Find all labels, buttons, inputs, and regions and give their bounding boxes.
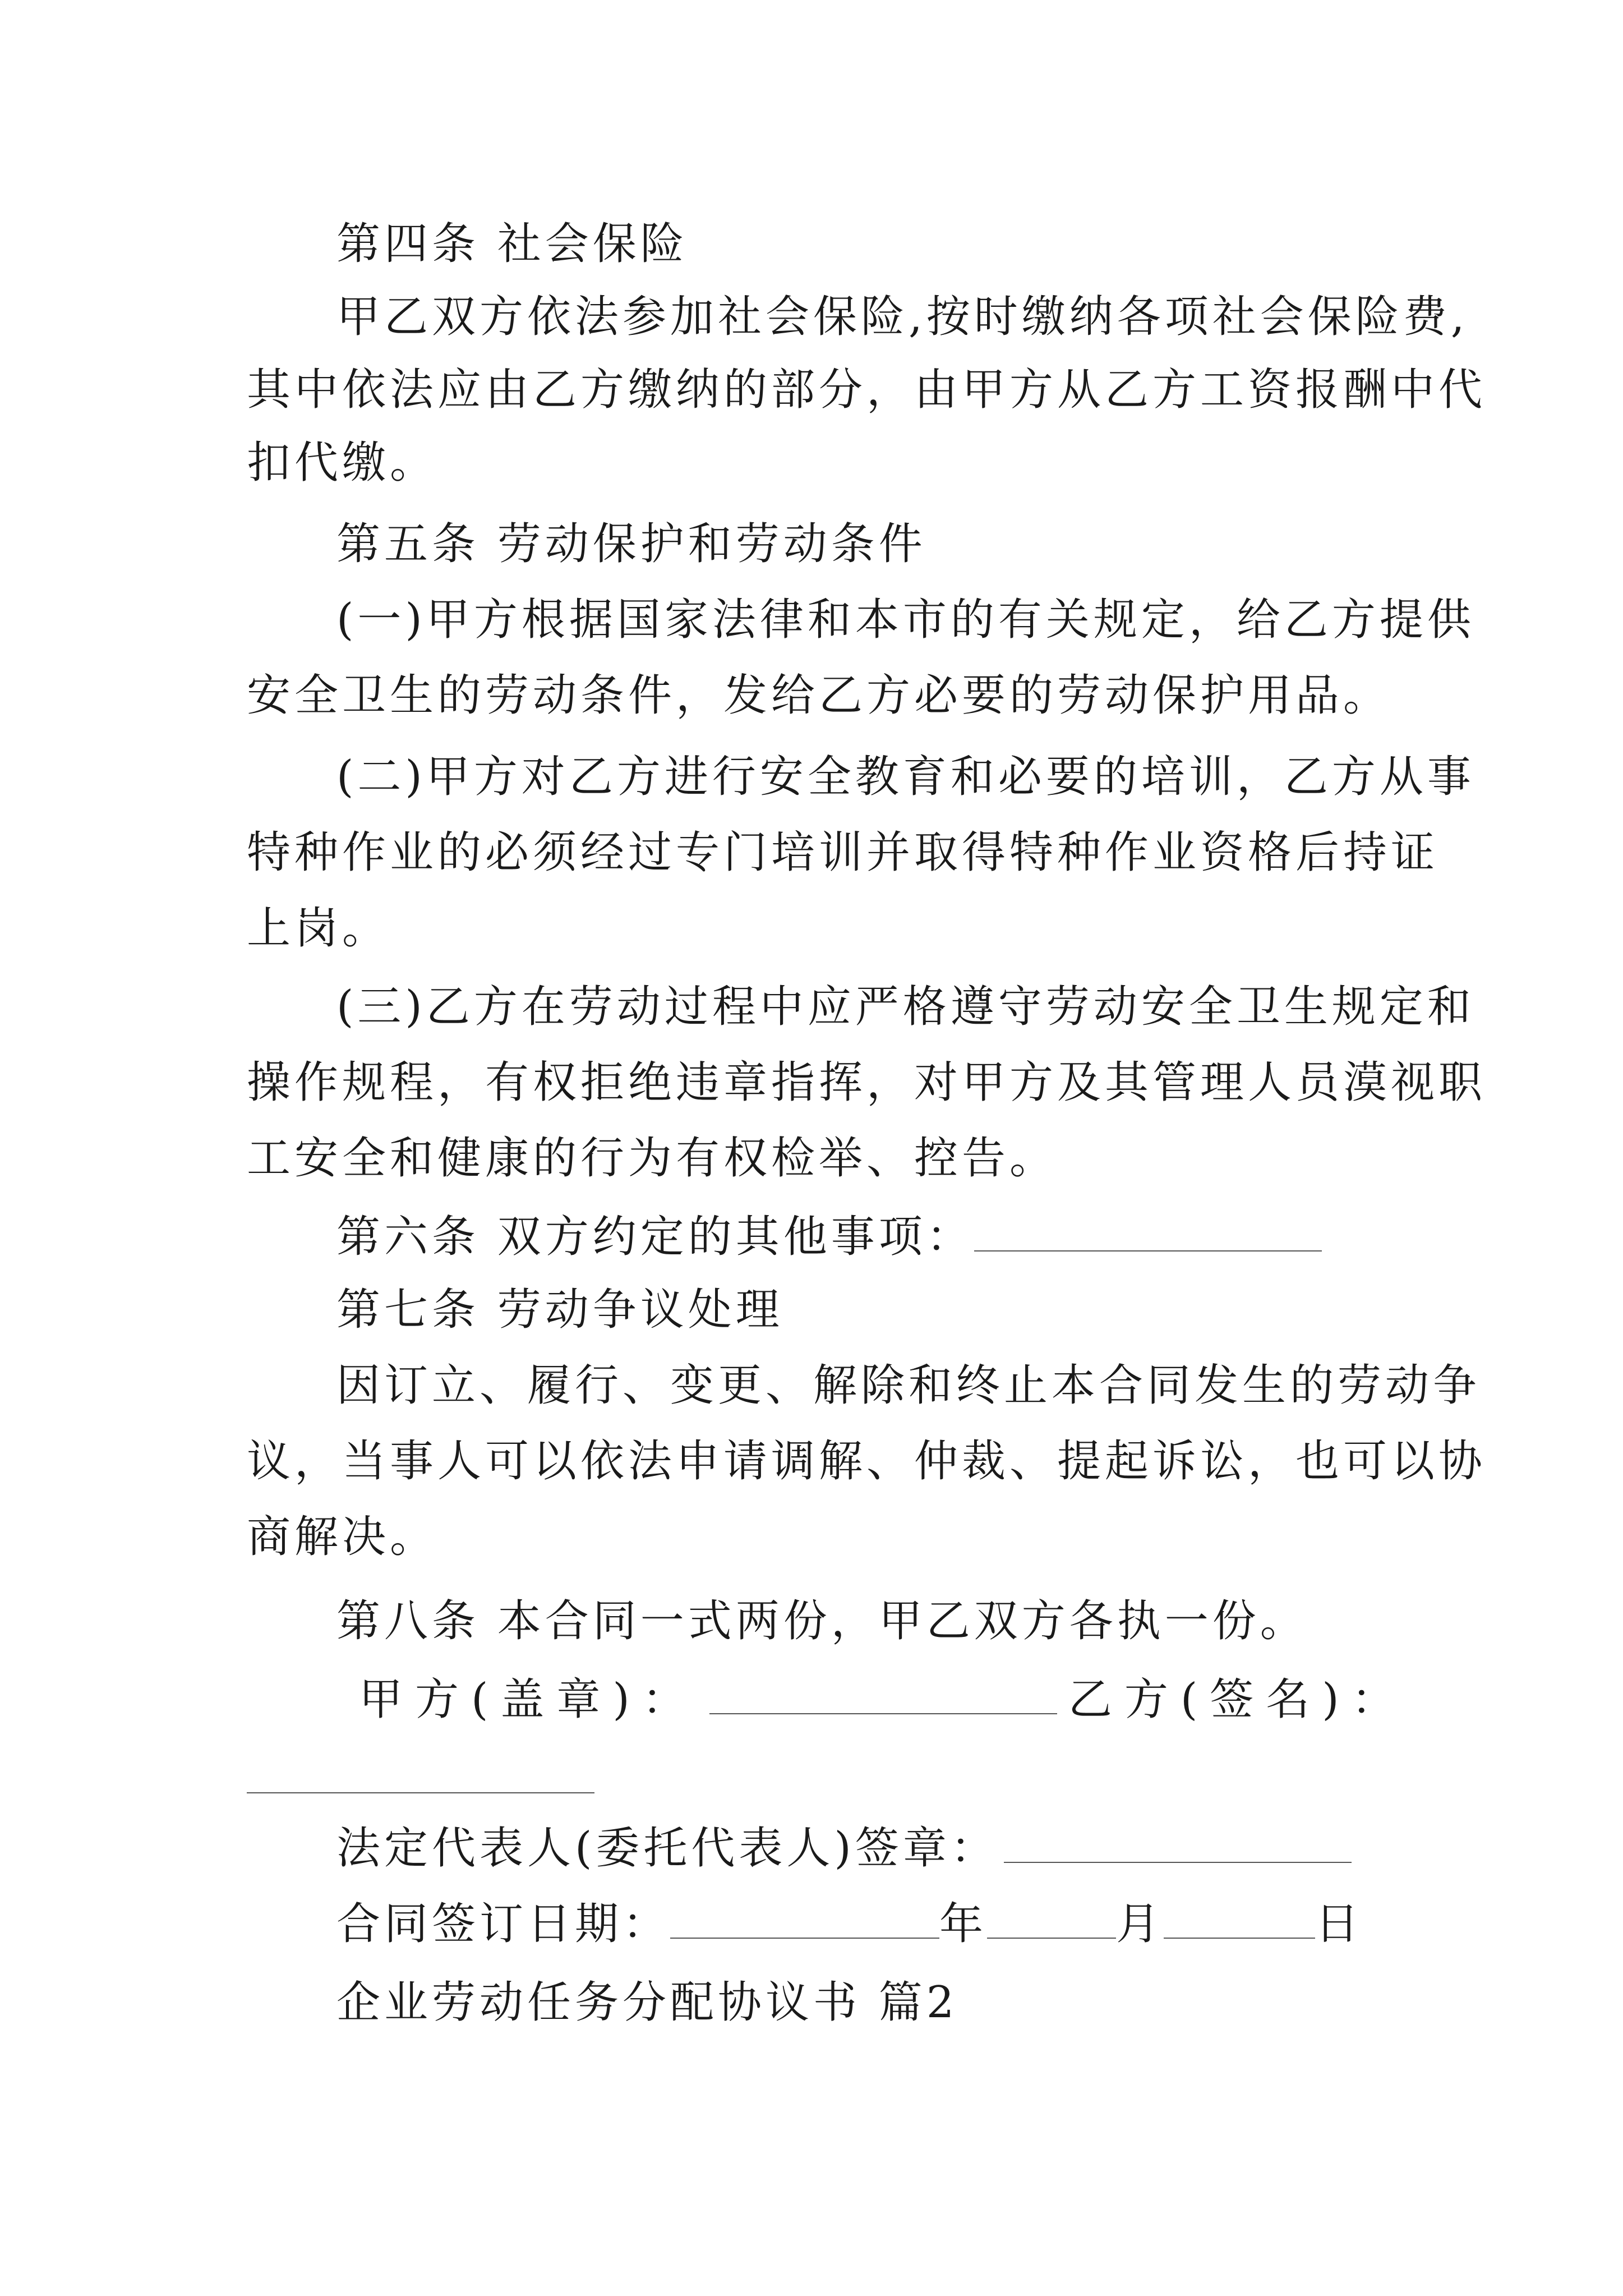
article7-paragraph-line: 商解决。: [247, 1512, 438, 1562]
legal-rep-signature-field[interactable]: [1004, 1828, 1352, 1863]
article5-item3-line: (三)乙方在劳动过程中应严格遵守劳动安全卫生规定和: [336, 982, 1475, 1032]
article5-item2-line: 上岗。: [247, 903, 390, 954]
article4-paragraph-line: 其中依法应由乙方缴纳的部分，由甲方从乙方工资报酬中代: [247, 365, 1487, 415]
article6-text: 第六条 双方约定的其他事项：: [336, 1212, 974, 1262]
next-section-title: 企业劳动任务分配协议书 篇2: [336, 1977, 958, 2028]
sign-date-line: [336, 1896, 1363, 1952]
party-b-label: 乙方(签名)：: [1068, 1674, 1408, 1725]
month-field[interactable]: [987, 1904, 1116, 1939]
legal-rep-label: 法定代表人(委托代表人)签章：: [336, 1823, 998, 1874]
party-a-signature-field[interactable]: [709, 1680, 1057, 1714]
article5-item3-line: 操作规程，有权拒绝违章指挥，对甲方及其管理人员漠视职: [247, 1057, 1487, 1108]
year-label: 年: [939, 1899, 988, 1949]
sign-date-label: 合同签订日期：: [336, 1899, 671, 1949]
day-label: 日: [1315, 1899, 1363, 1949]
party-b-signature-field[interactable]: [247, 1792, 594, 1793]
article5-item2-line: (二)甲方对乙方进行安全教育和必要的培训，乙方从事: [336, 752, 1475, 802]
legal-rep-line: [336, 1820, 1352, 1876]
article5-heading: 第五条 劳动保护和劳动条件: [336, 519, 926, 569]
article5-item3-line: 工安全和健康的行为有权检举、控告。: [247, 1133, 1058, 1184]
day-field[interactable]: [1164, 1904, 1315, 1939]
article7-heading: 第七条 劳动争议处理: [336, 1285, 783, 1335]
article6-line: [336, 1209, 1322, 1265]
party-a-label: 甲方(盖章)：: [359, 1674, 698, 1725]
article8-line: 第八条 本合同一式两份，甲乙双方各执一份。: [336, 1596, 1308, 1646]
article7-paragraph-line: 因订立、履行、变更、解除和终止本合同发生的劳动争: [336, 1360, 1481, 1411]
article4-heading: 第四条 社会保险: [336, 219, 688, 269]
article5-item1-line: (一)甲方根据国家法律和本市的有关规定，给乙方提供: [336, 595, 1475, 645]
month-label: 月: [1116, 1899, 1164, 1949]
signature-row: [359, 1672, 1408, 1728]
article7-paragraph-line: 议，当事人可以依法申请调解、仲裁、提起诉讼，也可以协: [247, 1436, 1487, 1487]
article4-paragraph-line: 甲乙双方依法参加社会保险,按时缴纳各项社会保险费,: [336, 292, 1469, 342]
article4-paragraph-line: 扣代缴。: [247, 438, 438, 488]
year-field[interactable]: [670, 1904, 939, 1939]
article5-item1-line: 安全卫生的劳动条件，发给乙方必要的劳动保护用品。: [247, 670, 1391, 721]
article6-blank-field[interactable]: [974, 1217, 1322, 1251]
article5-item2-line: 特种作业的必须经过专门培训并取得特种作业资格后持证: [247, 827, 1439, 878]
